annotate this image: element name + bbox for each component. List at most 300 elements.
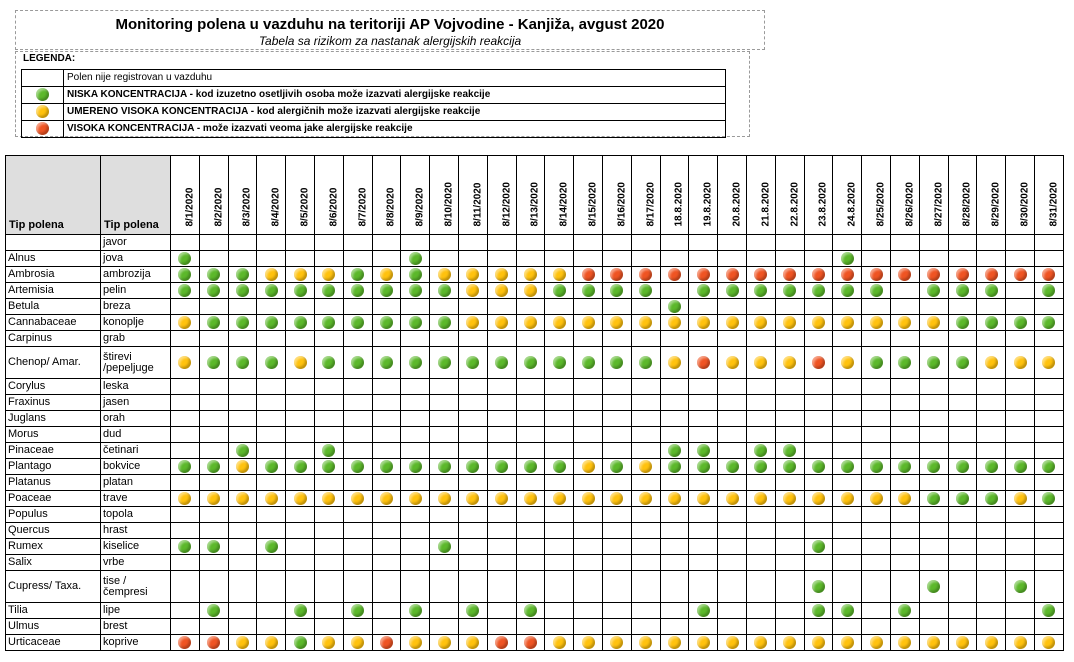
table-cell <box>862 491 891 507</box>
table-cell <box>343 443 372 459</box>
table-cell <box>660 235 689 251</box>
table-cell <box>314 379 343 395</box>
table-cell <box>199 571 228 603</box>
date-header <box>602 156 631 235</box>
table-cell <box>1034 459 1063 475</box>
table-cell <box>804 459 833 475</box>
table-cell <box>487 235 516 251</box>
yellow-dot-icon <box>639 492 652 505</box>
table-cell <box>487 379 516 395</box>
pollen-latin-name: Pinaceae <box>6 443 101 459</box>
table-cell <box>689 619 718 635</box>
yellow-dot-icon <box>495 284 508 297</box>
table-cell <box>890 235 919 251</box>
date-header <box>516 156 545 235</box>
table-cell <box>977 523 1006 539</box>
date-header <box>862 156 891 235</box>
table-cell <box>343 555 372 571</box>
table-cell <box>948 251 977 267</box>
green-dot-icon <box>524 604 537 617</box>
table-cell <box>804 411 833 427</box>
table-cell <box>804 235 833 251</box>
table-cell <box>1034 635 1063 651</box>
yellow-dot-icon <box>294 492 307 505</box>
table-cell <box>775 523 804 539</box>
red-dot-icon <box>697 356 710 369</box>
table-cell <box>228 555 257 571</box>
yellow-dot-icon <box>783 492 796 505</box>
table-cell <box>977 299 1006 315</box>
table-cell <box>257 603 286 619</box>
table-cell <box>487 523 516 539</box>
table-cell <box>689 283 718 299</box>
table-cell <box>430 315 459 331</box>
table-cell <box>948 395 977 411</box>
table-cell <box>574 235 603 251</box>
table-cell <box>1006 475 1035 491</box>
yellow-dot-icon <box>1042 636 1055 649</box>
table-cell <box>401 443 430 459</box>
green-dot-icon <box>610 460 623 473</box>
date-header <box>401 156 430 235</box>
table-cell <box>343 267 372 283</box>
table-cell <box>977 475 1006 491</box>
yellow-dot-icon <box>265 268 278 281</box>
table-cell <box>746 411 775 427</box>
table-cell <box>1006 523 1035 539</box>
table-cell <box>199 443 228 459</box>
table-cell <box>487 507 516 523</box>
table-cell <box>746 507 775 523</box>
table-cell <box>487 251 516 267</box>
legend-table <box>21 69 726 138</box>
table-cell <box>775 299 804 315</box>
table-cell <box>862 267 891 283</box>
table-cell <box>314 267 343 283</box>
green-dot-icon <box>639 356 652 369</box>
table-cell <box>516 507 545 523</box>
table-cell <box>545 443 574 459</box>
table-cell <box>948 603 977 619</box>
table-cell <box>660 427 689 443</box>
table-cell <box>487 603 516 619</box>
table-cell <box>977 491 1006 507</box>
table-header-row <box>6 156 1064 235</box>
table-cell <box>746 491 775 507</box>
table-cell <box>804 619 833 635</box>
yellow-dot-icon <box>610 316 623 329</box>
table-cell <box>890 379 919 395</box>
table-cell <box>401 267 430 283</box>
table-cell <box>890 443 919 459</box>
table-cell <box>718 235 747 251</box>
yellow-dot-icon <box>668 492 681 505</box>
table-row <box>6 235 1064 251</box>
green-dot-icon <box>754 284 767 297</box>
table-cell <box>430 347 459 379</box>
table-cell <box>314 491 343 507</box>
table-cell <box>516 523 545 539</box>
pollen-local-name: platan <box>101 475 171 491</box>
table-cell <box>458 427 487 443</box>
green-dot-icon <box>322 284 335 297</box>
green-dot-icon <box>754 460 767 473</box>
table-cell <box>343 235 372 251</box>
table-cell <box>516 395 545 411</box>
green-dot-icon <box>1042 492 1055 505</box>
table-cell <box>948 507 977 523</box>
table-cell <box>171 251 200 267</box>
green-dot-icon <box>178 268 191 281</box>
table-cell <box>545 235 574 251</box>
table-cell <box>257 619 286 635</box>
table-cell <box>545 267 574 283</box>
table-cell <box>286 251 315 267</box>
table-cell <box>430 635 459 651</box>
green-dot-icon <box>466 604 479 617</box>
green-dot-icon <box>409 356 422 369</box>
table-cell <box>574 411 603 427</box>
table-cell <box>574 379 603 395</box>
table-cell <box>833 523 862 539</box>
yellow-dot-icon <box>178 492 191 505</box>
table-cell <box>228 267 257 283</box>
yellow-dot-icon <box>466 284 479 297</box>
table-cell <box>199 283 228 299</box>
table-cell <box>574 299 603 315</box>
table-cell <box>199 235 228 251</box>
table-cell <box>314 539 343 555</box>
table-cell <box>545 635 574 651</box>
table-cell <box>862 443 891 459</box>
green-dot-icon <box>466 460 479 473</box>
table-row <box>6 635 1064 651</box>
table-cell <box>890 267 919 283</box>
table-cell <box>746 251 775 267</box>
green-dot-icon <box>927 492 940 505</box>
green-dot-icon <box>236 356 249 369</box>
table-cell <box>171 427 200 443</box>
table-cell <box>228 443 257 459</box>
yellow-dot-icon <box>812 492 825 505</box>
table-cell <box>458 379 487 395</box>
table-cell <box>775 571 804 603</box>
table-cell <box>948 491 977 507</box>
table-cell <box>862 427 891 443</box>
table-cell <box>574 347 603 379</box>
table-cell <box>718 523 747 539</box>
table-cell <box>574 267 603 283</box>
red-dot-icon <box>1014 268 1027 281</box>
table-cell <box>314 603 343 619</box>
date-label: 21.8.2020 <box>760 182 772 227</box>
table-cell <box>574 395 603 411</box>
table-cell <box>948 379 977 395</box>
table-cell <box>746 459 775 475</box>
table-cell <box>228 475 257 491</box>
date-label: 8/16/2020 <box>616 182 628 227</box>
table-cell <box>430 603 459 619</box>
table-cell <box>516 411 545 427</box>
table-cell <box>1006 427 1035 443</box>
date-header <box>718 156 747 235</box>
table-cell <box>257 523 286 539</box>
table-cell <box>746 267 775 283</box>
green-dot-icon <box>380 316 393 329</box>
table-cell <box>228 283 257 299</box>
table-cell <box>401 507 430 523</box>
table-cell <box>458 443 487 459</box>
table-cell <box>343 347 372 379</box>
table-cell <box>602 619 631 635</box>
yellow-dot-icon <box>610 636 623 649</box>
green-dot-icon <box>956 460 969 473</box>
yellow-dot-icon <box>841 316 854 329</box>
table-cell <box>833 315 862 331</box>
table-cell <box>286 395 315 411</box>
table-cell <box>286 603 315 619</box>
table-cell <box>401 299 430 315</box>
green-dot-icon <box>265 540 278 553</box>
table-cell <box>804 539 833 555</box>
table-cell <box>862 315 891 331</box>
table-cell <box>228 523 257 539</box>
pollen-latin-name: Chenop/ Amar. <box>6 347 101 379</box>
green-dot-icon <box>870 284 883 297</box>
pollen-local-name: pelin <box>101 283 171 299</box>
table-cell <box>862 331 891 347</box>
table-row <box>6 619 1064 635</box>
table-cell <box>977 619 1006 635</box>
table-cell <box>718 539 747 555</box>
table-cell <box>602 331 631 347</box>
table-cell <box>401 315 430 331</box>
table-cell <box>948 235 977 251</box>
table-cell <box>746 299 775 315</box>
table-cell <box>228 427 257 443</box>
table-cell <box>890 571 919 603</box>
table-cell <box>948 523 977 539</box>
table-cell <box>487 475 516 491</box>
table-row <box>6 347 1064 379</box>
table-cell <box>631 251 660 267</box>
table-cell <box>919 443 948 459</box>
green-dot-icon <box>322 444 335 457</box>
table-cell <box>833 635 862 651</box>
table-cell <box>430 395 459 411</box>
table-cell <box>574 251 603 267</box>
table-cell <box>775 411 804 427</box>
legend-text: UMERENO VISOKA KONCENTRACIJA - kod alergičnih može izazvati alergijske reakcije <box>64 104 726 121</box>
yellow-dot-icon <box>582 492 595 505</box>
yellow-dot-icon <box>812 636 825 649</box>
pollen-latin-name: Urticaceae <box>6 635 101 651</box>
table-cell <box>833 379 862 395</box>
red-dot-icon <box>207 636 220 649</box>
table-cell <box>919 283 948 299</box>
table-cell <box>862 395 891 411</box>
pollen-local-name: topola <box>101 507 171 523</box>
table-cell <box>833 475 862 491</box>
yellow-dot-icon <box>466 268 479 281</box>
table-cell <box>545 411 574 427</box>
table-cell <box>286 283 315 299</box>
date-header <box>314 156 343 235</box>
table-cell <box>430 523 459 539</box>
green-dot-icon <box>1042 316 1055 329</box>
table-cell <box>890 395 919 411</box>
table-cell <box>948 635 977 651</box>
date-header <box>199 156 228 235</box>
table-cell <box>372 299 401 315</box>
table-cell <box>199 491 228 507</box>
table-cell <box>919 267 948 283</box>
pollen-latin-name: Artemisia <box>6 283 101 299</box>
table-cell <box>977 267 1006 283</box>
table-cell <box>430 267 459 283</box>
table-cell <box>228 507 257 523</box>
table-cell <box>545 475 574 491</box>
table-cell <box>286 331 315 347</box>
date-header <box>228 156 257 235</box>
date-header <box>631 156 660 235</box>
table-cell <box>631 555 660 571</box>
table-cell <box>458 603 487 619</box>
date-label: 18.8.2020 <box>673 182 685 227</box>
table-cell <box>401 427 430 443</box>
table-cell <box>199 555 228 571</box>
table-cell <box>602 283 631 299</box>
table-cell <box>746 603 775 619</box>
table-cell <box>689 331 718 347</box>
table-cell <box>372 619 401 635</box>
table-cell <box>689 235 718 251</box>
table-cell <box>171 267 200 283</box>
table-cell <box>257 555 286 571</box>
pollen-latin-name <box>6 235 101 251</box>
green-dot-icon <box>409 268 422 281</box>
table-cell <box>660 539 689 555</box>
table-cell <box>574 443 603 459</box>
yellow-dot-icon <box>409 492 422 505</box>
table-cell <box>718 379 747 395</box>
table-cell <box>602 267 631 283</box>
table-cell <box>890 315 919 331</box>
red-dot-icon <box>178 636 191 649</box>
table-cell <box>1034 491 1063 507</box>
table-cell <box>430 251 459 267</box>
table-cell <box>171 315 200 331</box>
green-dot-icon <box>927 580 940 593</box>
table-cell <box>286 411 315 427</box>
table-cell <box>372 331 401 347</box>
table-cell <box>228 411 257 427</box>
table-cell <box>1006 235 1035 251</box>
table-cell <box>804 299 833 315</box>
table-cell <box>314 283 343 299</box>
table-cell <box>458 491 487 507</box>
table-cell <box>343 539 372 555</box>
green-dot-icon <box>1042 460 1055 473</box>
table-cell <box>775 459 804 475</box>
legend-text: NISKA KONCENTRACIJA - kod izuzetno osetljivih osoba može izazvati alergijske reakcije <box>64 87 726 104</box>
table-cell <box>545 523 574 539</box>
date-label: 8/15/2020 <box>587 182 599 227</box>
table-cell <box>948 443 977 459</box>
table-cell <box>862 235 891 251</box>
table-cell <box>977 555 1006 571</box>
date-header <box>545 156 574 235</box>
table-cell <box>516 571 545 603</box>
table-cell <box>545 491 574 507</box>
red-dot-icon <box>36 122 49 135</box>
table-cell <box>660 603 689 619</box>
table-cell <box>1034 411 1063 427</box>
table-cell <box>660 491 689 507</box>
green-dot-icon <box>466 356 479 369</box>
table-cell <box>314 427 343 443</box>
table-cell <box>401 331 430 347</box>
table-cell <box>171 603 200 619</box>
table-cell <box>574 539 603 555</box>
table-cell <box>343 635 372 651</box>
table-cell <box>1006 539 1035 555</box>
table-cell <box>1034 267 1063 283</box>
date-header <box>746 156 775 235</box>
table-cell <box>660 619 689 635</box>
table-cell <box>660 299 689 315</box>
table-cell <box>919 379 948 395</box>
green-dot-icon <box>265 460 278 473</box>
table-cell <box>977 283 1006 299</box>
yellow-dot-icon <box>985 356 998 369</box>
table-cell <box>516 379 545 395</box>
yellow-dot-icon <box>351 636 364 649</box>
table-cell <box>602 635 631 651</box>
green-dot-icon <box>898 460 911 473</box>
table-cell <box>1034 507 1063 523</box>
table-cell <box>430 379 459 395</box>
page-subtitle: Tabela sa rizikom za nastanak alergijskih reakcija <box>258 34 522 48</box>
table-cell <box>372 603 401 619</box>
green-dot-icon <box>409 604 422 617</box>
table-cell <box>401 347 430 379</box>
date-label: 8/8/2020 <box>385 187 397 227</box>
table-cell <box>458 539 487 555</box>
table-cell <box>314 571 343 603</box>
date-header <box>343 156 372 235</box>
date-label: 8/2/2020 <box>213 187 225 227</box>
table-cell <box>458 395 487 411</box>
table-cell <box>660 523 689 539</box>
table-cell <box>804 315 833 331</box>
table-cell <box>631 635 660 651</box>
table-cell <box>458 267 487 283</box>
green-dot-icon <box>754 444 767 457</box>
table-cell <box>228 299 257 315</box>
yellow-dot-icon <box>783 636 796 649</box>
table-cell <box>343 331 372 347</box>
table-cell <box>487 331 516 347</box>
table-cell <box>862 571 891 603</box>
green-dot-icon <box>985 316 998 329</box>
table-cell <box>890 427 919 443</box>
green-dot-icon <box>409 460 422 473</box>
table-cell <box>948 619 977 635</box>
green-dot-icon <box>812 604 825 617</box>
date-label: 8/14/2020 <box>558 182 570 227</box>
green-dot-icon <box>524 460 537 473</box>
